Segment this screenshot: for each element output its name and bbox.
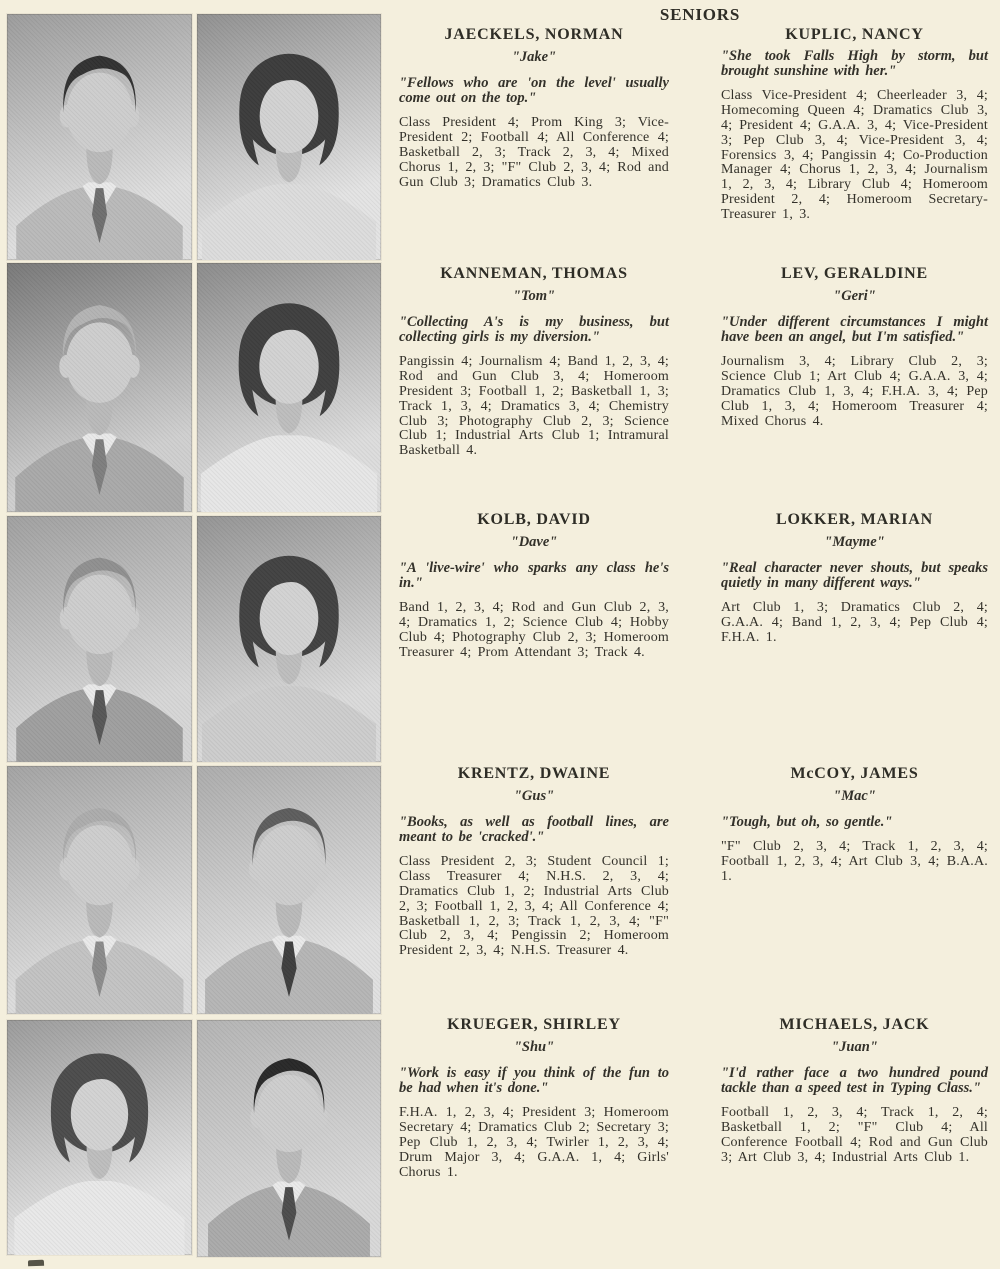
student-name: LEV, GERALDINE: [781, 265, 928, 282]
student-nickname: "Jake": [511, 49, 557, 65]
student-nickname: "Dave": [510, 534, 558, 550]
student-entry: [399, 265, 669, 459]
student-quote: "Books, as well as football lines, are meant to be 'cracked'.": [399, 814, 669, 846]
portrait-photo: [7, 516, 192, 762]
student-activities: Pangissin 4; Journalism 4; Band 1, 2, 3, 4; Rod and Gun Club 3, 4; Homeroom President 3; Football 1, 2; Basketball 1, 3; Track 1, 3, 4; Dramatics 3, 4; Chemistry Club 3; Photography Club 2, 3; Science Club 1; Industrial Arts Club 1; Intramural Basketball 4.: [399, 354, 669, 459]
student-quote: "I'd rather face a two hundred pound tackle than a speed test in Typing Class.": [721, 1065, 988, 1097]
student-entry: [721, 26, 988, 223]
student-entry: [721, 1016, 988, 1166]
student-activities: Football 1, 2, 3, 4; Track 1, 2, 4; Basketball 1, 2; "F" Club 4; All Conference Football 4; Rod and Gun Club 3; Art Club 3, 4; Industrial Arts Club 1.: [721, 1105, 988, 1165]
student-name: KRENTZ, DWAINE: [457, 765, 611, 782]
student-entry: [721, 265, 988, 429]
student-name: KOLB, DAVID: [477, 511, 591, 528]
student-quote: "Work is easy if you think of the fun to be had when it's done.": [399, 1065, 669, 1097]
student-entry: [399, 26, 669, 190]
student-activities: Band 1, 2, 3, 4; Rod and Gun Club 2, 3, 4; Dramatics 1, 2; Science Club 4; Hobby Club 4; Photography Club 2, 3; Homeroom Treasurer 4; Prom Attendant 3; Track 4.: [399, 600, 669, 660]
student-nickname: "Mayme": [824, 534, 885, 550]
student-entry: [399, 511, 669, 661]
student-quote: "Real character never shouts, but speaks quietly in many different ways.": [721, 560, 988, 592]
student-entry: [721, 765, 988, 885]
student-quote: "Tough, but oh, so gentle.": [721, 814, 893, 830]
student-quote: "Under different circumstances I might have been an angel, but I'm satisfied.": [721, 314, 988, 346]
student-quote: "A 'live-wire' who sparks any class he's in.": [399, 560, 669, 592]
student-activities: Class Vice-President 4; Cheerleader 3, 4; Homecoming Queen 4; Dramatics Club 3, 4; President 4; G.A.A. 3, 4; Vice-President 3; Pep Club 3, 4; Vice-President 3, 4; Forensics 3, 4; Pangissin 4; Co-Production Manager 4; Chorus 1, 2, 3, 4; Journalism 1, 2, 3, 4; Library Club 4; Homeroom President 2, 4; Homeroom Secretary-Treasurer 1, 3.: [721, 88, 988, 222]
portrait-photo: [7, 766, 192, 1014]
student-nickname: "Geri": [833, 288, 876, 304]
student-name: MICHAELS, JACK: [779, 1016, 930, 1033]
page-number-partial: [28, 1260, 44, 1267]
portrait-photo: [197, 1020, 381, 1257]
student-activities: Class President 2, 3; Student Council 1; Class Treasurer 4; N.H.S. 2, 3, 4; Dramatics Club 1, 2; Industrial Arts Club 2, 3; Football 1, 2, 3, 4; All Conference 4; Basketball 1, 2, 3; Track 1, 2, 3, 4; "F" Club 2, 3, 4; Pengissin 2; Homeroom President 2, 3, 4; N.H.S. Treasurer 4.: [399, 854, 669, 959]
student-name: KRUEGER, SHIRLEY: [447, 1016, 621, 1033]
student-activities: Journalism 3, 4; Library Club 2, 3; Science Club 1; Art Club 4; G.A.A. 3, 4; Dramatics Club 1, 3, 4; F.H.A. 3, 4; Pep Club 1, 3, 4; Homeroom Treasurer 4; Mixed Chorus 4.: [721, 354, 988, 429]
student-nickname: "Tom": [512, 288, 556, 304]
portrait-photo: [197, 263, 381, 512]
portrait-photo: [7, 14, 192, 260]
student-nickname: "Shu": [513, 1039, 555, 1055]
portrait-photo: [7, 1020, 192, 1255]
student-name: McCOY, JAMES: [790, 765, 919, 782]
student-quote: "She took Falls High by storm, but brought sunshine with her.": [721, 48, 988, 80]
student-entry: [399, 1016, 669, 1180]
student-activities: Art Club 1, 3; Dramatics Club 2, 4; G.A.A. 4; Band 1, 2, 3, 4; Pep Club 4; F.H.A. 1.: [721, 600, 988, 645]
portrait-photo: [197, 14, 381, 260]
student-name: JAECKELS, NORMAN: [444, 26, 624, 43]
portrait-photo: [197, 516, 381, 762]
student-quote: "Collecting A's is my business, but collecting girls is my diversion.": [399, 314, 669, 346]
student-name: KANNEMAN, THOMAS: [440, 265, 628, 282]
student-entry: [721, 511, 988, 646]
student-nickname: "Juan": [831, 1039, 878, 1055]
student-activities: "F" Club 2, 3, 4; Track 1, 2, 3, 4; Football 1, 2, 3, 4; Art Club 3, 4; B.A.A. 1.: [721, 839, 988, 884]
student-activities: F.H.A. 1, 2, 3, 4; President 3; Homeroom Secretary 4; Dramatics Club 2; Secretary 3; Pep Club 1, 2, 3, 4; Twirler 1, 2, 3, 4; Drum Major 3, 4; G.A.A. 1, 4; Girls' Chorus 1.: [399, 1105, 669, 1180]
page-title: SENIORS: [659, 5, 741, 24]
portrait-photo: [7, 263, 192, 512]
student-name: LOKKER, MARIAN: [776, 511, 933, 528]
student-activities: Class President 4; Prom King 3; Vice-President 2; Football 4; All Conference 4; Basketball 2, 3; Track 2, 3, 4; Mixed Chorus 1, 2, 3; "F" Club 2, 3, 4; Rod and Gun Club 3; Dramatics Club 3.: [399, 115, 669, 190]
student-quote: "Fellows who are 'on the level' usually come out on the top.": [399, 75, 669, 107]
student-entry: [399, 765, 669, 959]
portrait-photo: [197, 766, 381, 1014]
student-nickname: "Mac": [833, 788, 876, 804]
student-name: KUPLIC, NANCY: [785, 26, 924, 43]
student-nickname: "Gus": [513, 788, 555, 804]
